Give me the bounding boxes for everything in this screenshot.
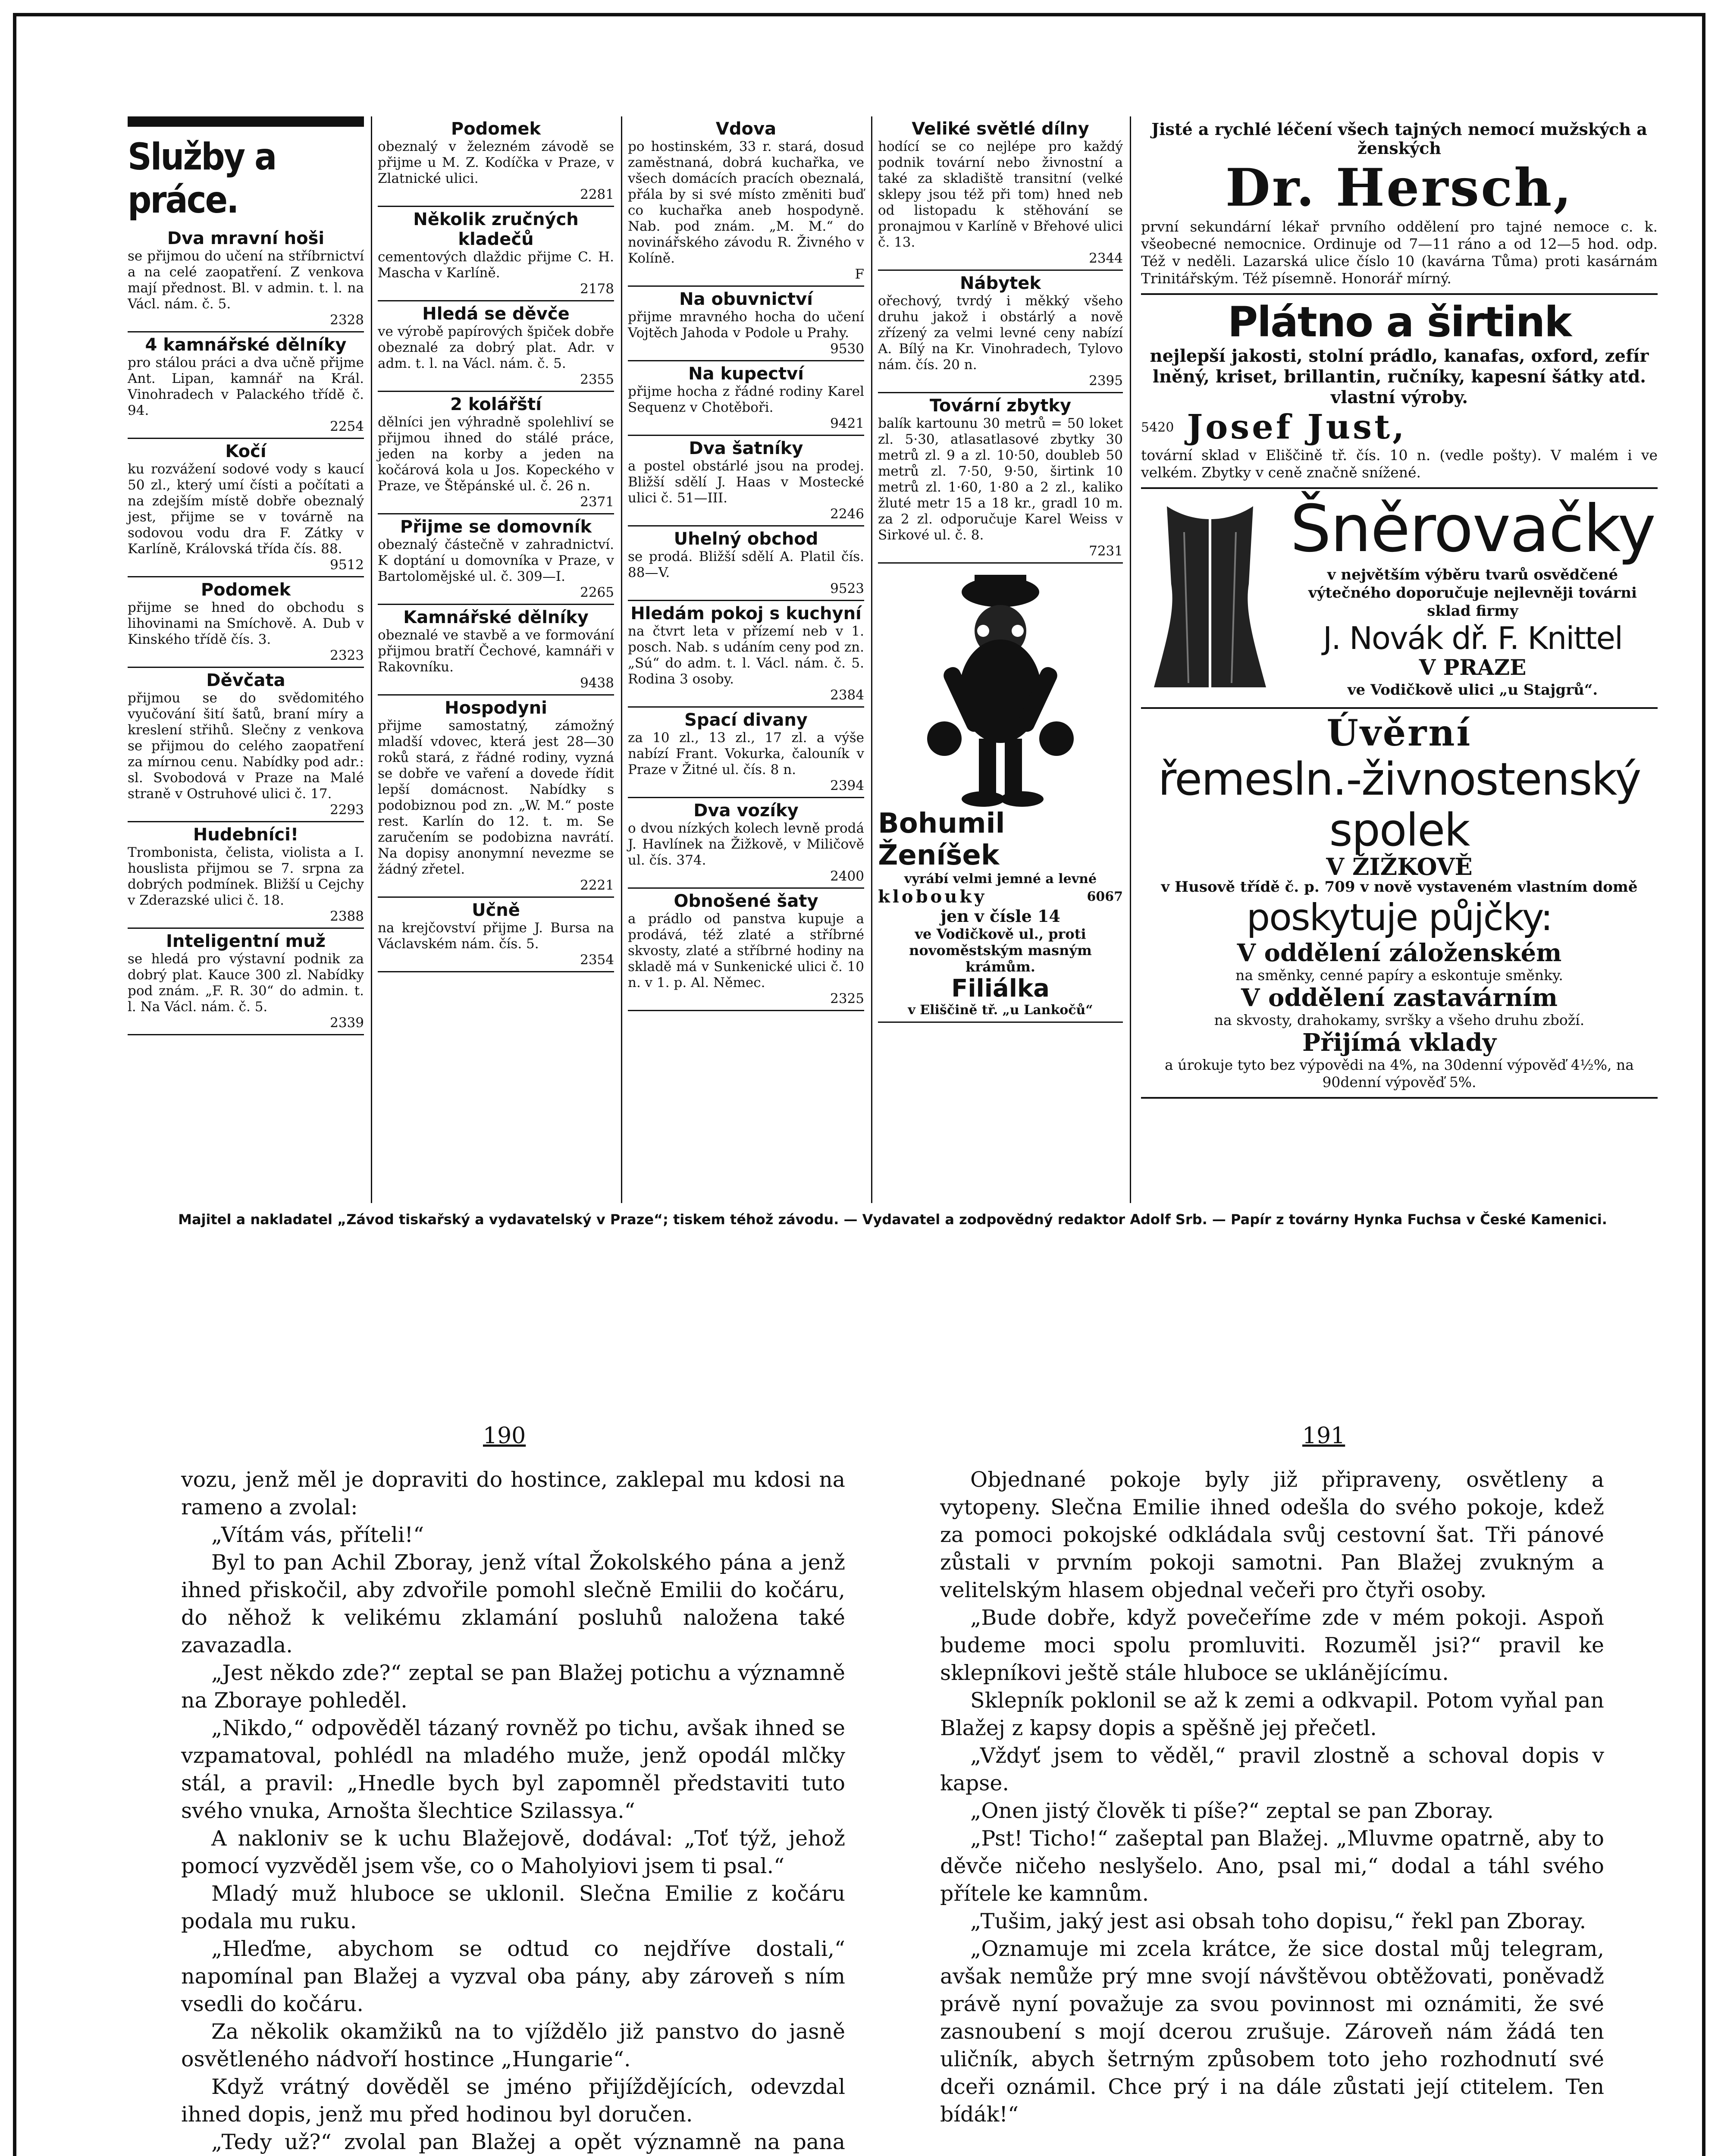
ad-title: Kamnářské dělníky — [403, 608, 589, 627]
ad-title: Hledám pokoj s kuchyní — [630, 604, 862, 624]
ad-title: 2 kolářští — [450, 395, 542, 414]
corset-city: V PRAZE — [1419, 655, 1527, 680]
classified-ad — [128, 332, 364, 439]
ad-text: se hledá pro výstavní podnik za dobrý plat. Kauce 300 zl. Nabídky pod znám. „F. R. 30“ do admin. t. l. Na Václ. nám. č. 5. — [128, 951, 364, 1015]
story-paragraph: „Hleďme, abychom se odtud co nejdříve dostali,“ napomínal pan Blažej a vyzval oba pány, aby zároveň s ním vsedli do kočáru. — [181, 1937, 845, 2016]
union-loans: poskytuje půjčky: — [1246, 896, 1552, 939]
ad-number: 2323 — [330, 648, 364, 663]
classified-ad — [628, 116, 864, 287]
story-paragraph: „Oznamuje mi zcela krátce, že sice dostal můj telegram, avšak nemůže prý mne svojí návštěvou obtěžovati, poněvadž právě nyní považuje za svou povinnost mi oznámiti, že své zasnoubení s mojí dcerou zrušuje. Zároveň nám žádá ten uličník, abych šetrným způsobem toto jeho rozhodnutí své dceři oznámil. Chce prý i na dále zůstati její ctitelem. Ten bídák!“ — [940, 1937, 1604, 2127]
ad-text: za 10 zl., 13 zl., 17 zl. a výše nabízí Frant. Vokurka, čalouník v Praze v Žitné ul. čís. 8 n. — [628, 730, 864, 777]
ad-title: Dva mravní hoši — [167, 229, 325, 248]
linen-text: nejlepší jakosti, stolní prádlo, kanafas, oxford, zefír lněný, kriset, brillantin, ručníky, kapesní šátky atd. vlastní výroby. — [1150, 346, 1649, 407]
classified-ad — [378, 301, 614, 392]
hat-illustration — [918, 566, 1082, 808]
column-divider — [621, 116, 622, 1203]
classified-ad — [378, 605, 614, 696]
story-paragraph: „Pst! Ticho!“ zašeptal pan Blažej. „Mluvme opatrně, aby to děvče ničeho neslyšelo. Ano, psal mi,“ dodal a táhl svého přítele ke kamnům. — [940, 1826, 1604, 1906]
column-divider — [1130, 116, 1131, 1203]
ad-title: Veliké světlé dílny — [912, 119, 1089, 139]
ad-number: 2265 — [580, 585, 614, 600]
story-paragraph: Mladý muž hluboce se uklonil. Slečna Emilie z kočáru podala mu ruku. — [181, 1881, 845, 1934]
hersch-text: první sekundární lékař prvního oddělení pro tajné nemoce c. k. všeobecné nemocnice. Ordinuje od 7—11 ráno a od 12—5 hod. odp. Též v neděli. Lazarská ulice číslo 10 (kavárna Tůma) proti kasárnám Trinitářským. Též písemně. Honorář mírný. — [1141, 218, 1658, 287]
ad-title: Na obuvnictví — [679, 289, 813, 309]
ad-title: 4 kamnářské dělníky — [145, 335, 347, 355]
linen-text-2: tovární sklad v Eliščině tř. čís. 10 n. (vedle pošty). V malém i ve velkém. Zbytky v ceně značně snížené. — [1141, 447, 1658, 481]
advertisement-section — [125, 116, 1660, 1203]
ad-title: Dva šatníky — [689, 439, 803, 458]
hat-line: v Eliščině tř. „u Lankočů“ — [908, 1003, 1093, 1018]
union-address: v Husově třídě č. p. 709 v nově vystaveném vlastním domě — [1161, 878, 1638, 896]
ad-title: Několik zručných kladečů — [413, 210, 579, 249]
ad-number: 9523 — [830, 581, 864, 596]
ad-title: Hudebníci! — [193, 825, 299, 845]
linen-title: Plátno a širtink — [1227, 298, 1571, 346]
ad-title: Vdova — [715, 119, 777, 139]
ad-title: Hledá se děvče — [422, 304, 570, 324]
hat-maker-ad — [878, 564, 1123, 1023]
column-divider — [871, 116, 872, 1203]
credit-union-ad — [1141, 709, 1658, 1099]
ad-number: 2371 — [580, 494, 614, 510]
classified-ad — [378, 116, 614, 207]
ad-number: 2328 — [330, 312, 364, 328]
ad-title: Učně — [472, 900, 520, 920]
hat-line: ve Vodičkově ul., proti — [915, 926, 1086, 942]
story-paragraph: Za několik okamžiků na to vjíždělo již panstvo do jasně osvětleného nádvoří hostince „Hungarie“. — [181, 2019, 845, 2071]
ad-text: ku rozvážení sodové vody s kaucí 50 zl., který umí čísti a počítati a na zdejším místě dobře obeznalý jest, přijme se v továrně na sodovou vodu dra F. Zátky v Karlíně, Královská třída čís. 88. — [128, 461, 364, 557]
ad-title: Přijme se domovník — [400, 517, 592, 537]
story-paragraph: A nakloniv se k uchu Blažejově, dodával: „Toť týž, jehož pomocí vyzvěděl jsem vše, co o Maholyiovi jsem ti psal.“ — [181, 1826, 845, 1878]
ad-number: 2281 — [580, 187, 614, 202]
story-paragraph: „Vždyť jsem to věděl,“ pravil zlostně a schoval dopis v kapse. — [940, 1743, 1604, 1796]
story-paragraph: „Jest někdo zde?“ zeptal se pan Blažej potichu a významně na Zboraye pohleděl. — [181, 1661, 845, 1713]
corset-ad — [1141, 489, 1658, 709]
ad-number: 9530 — [830, 341, 864, 357]
ad-title: Spací divany — [684, 710, 808, 730]
story-text-right — [940, 1466, 1604, 2128]
ad-text: obeznalý v železném závodě se přijme u M. Z. Kodíčka v Praze, v Zlatnické ulici. — [378, 139, 614, 186]
ad-title: Na kupectví — [688, 364, 804, 384]
ad-title: Kočí — [225, 442, 266, 461]
classified-ad — [628, 708, 864, 798]
ad-text: se přijmou do učení na stříbrnictví a na celé zaopatření. Z venkova mají přednost. Bl. v admin. t. l. na Václ. nám. č. 5. — [128, 248, 364, 312]
corset-title: Šněrovačky — [1290, 492, 1655, 567]
corset-illustration — [1141, 498, 1279, 696]
classified-ad — [378, 898, 614, 972]
ad-text: přijme samostatný, zámožný mladší vdovec, která jest 28—30 roků stará, z řádné rodiny, vyzná se dobře ve vaření a dovede řídit lepší domácnost. Nabídky s podobiznou pod zn. „W. M.“ poste rest. Karlín do 12. t. m. Se zaručením se podobizna navrátí. Na dopisy anonymní nevezme se žádný zřetel. — [378, 718, 614, 877]
ad-number: 5420 — [1141, 420, 1174, 435]
ad-title: Dva vozíky — [693, 801, 799, 821]
page-number-left: 190 — [483, 1423, 526, 1449]
hat-line: jen v čísle 14 — [940, 906, 1060, 926]
classified-ad — [628, 601, 864, 708]
union-section-text: na skvosty, drahokamy, svršky a všeho druhu zboží. — [1214, 1012, 1585, 1028]
ad-text: pro stálou práci a dva učně přijme Ant. Lipan, kamnář na Král. Vinohradech v Palackého třídě č. 94. — [128, 355, 364, 418]
classified-ad — [128, 822, 364, 929]
story-paragraph: „Tušim, jaký jest asi obsah toho dopisu,“ řekl pan Zboray. — [970, 1909, 1586, 1934]
ad-title: Podomek — [201, 580, 291, 600]
story-paragraph: „Tedy už?“ zvolal pan Blažej a opět významně na pana — [211, 2130, 845, 2154]
ad-number: 2394 — [830, 778, 864, 793]
classified-list — [378, 116, 614, 972]
story-paragraph: „Onen jistý člověk ti píše?“ zeptal se pan Zboray. — [970, 1799, 1494, 1823]
classified-ad — [378, 696, 614, 898]
story-paragraph: Sklepník poklonil se až k zemi a odkvapil. Potom vyňal pan Blažej z kapsy dopis a spěšně jej přečetl. — [940, 1688, 1604, 1740]
ad-text: balík kartounu 30 metrů = 50 loket zl. 5·30, atlasatlasové zbytky 30 metrů zl. 9 a zl. 10·50, doubleb 50 metrů zl. 7·50, 9·50, širtink 10 metrů zl. 1·60, 1·80 a 2 zl., kaliko žluté metr 15 a 18 kr., gradl 10 m. za 2 zl. odporučuje Karel Weiss v Sirkové ul. č. 8. — [878, 416, 1123, 543]
classified-ad — [628, 436, 864, 526]
ad-text: přijme mravného hocha do učení Vojtěch Jahoda v Podole u Prahy. — [628, 309, 864, 341]
ad-number: 2221 — [580, 877, 614, 893]
page-number-right: 191 — [1302, 1423, 1345, 1449]
union-section-text: a úrokuje tyto bez výpovědi na 4%, na 30denní výpověď 4½%, na 90denní výpověď 5%. — [1165, 1056, 1634, 1091]
classified-ad — [378, 207, 614, 301]
hat-maker-name: Bohumil Ženíšek — [878, 808, 1005, 871]
ad-text: ořechový, tvrdý i měkký všeho druhu jakož i obstárlý a nově zřízený za velmi levné ceny nabízí A. Bílý na Kr. Vinohradech, Tylovo nám. čís. 20 n. — [878, 293, 1123, 373]
hat-line: novoměstským masným krámům. — [909, 942, 1092, 975]
ad-text: obeznalé ve stavbě a ve formování přijmou bratří Čechové, kamnáři v Rakovníku. — [378, 627, 614, 675]
classified-ad — [628, 526, 864, 601]
ad-number: 7231 — [1089, 543, 1123, 559]
union-section: V oddělení zastavárním — [1241, 984, 1558, 1012]
ad-text: na čtvrt leta v přízemí neb v 1. posch. Nab. s udáním ceny pod zn. „Sú“ do adm. t. l. Václ. nám. č. 5. Rodina 3 osoby. — [628, 624, 864, 687]
ad-number: 2395 — [1089, 373, 1123, 389]
ad-column-1 — [125, 116, 367, 1203]
ad-number: 2355 — [580, 372, 614, 387]
ad-text: přijmou se do svědomitého vyučování šití šatů, braní míry a kreslení střihů. Slečny z venkova se přijmou do celého zaopatření za mírnou cenu. Nabídky pod adr.: sl. Svobodová v Praze na Malé straně v Ostruhové ulici č. 17. — [128, 690, 364, 802]
ad-number: 9512 — [330, 557, 364, 573]
ad-text: přijme se hned do obchodu s lihovinami na Smíchově. A. Dub v Kinského třídě čís. 3. — [128, 600, 364, 647]
ad-text: ve výrobě papírových špiček dobře obeznalé za dobrý plat. Adr. v adm. t. l. na Václ. nám. č. 5. — [378, 324, 614, 371]
ad-title: Tovární zbytky — [929, 396, 1072, 416]
story-paragraph: Objednané pokoje byly již připraveny, osvětleny a vytopeny. Slečna Emilie ihned odešla do svého pokoje, kdež za pomoci pokojské odkládala svůj cestovní šat. Tři pánové zůstali v prvním pokoji samotni. Pan Blažej zvukným a velitelským hlasem objednal večeři pro čtyři osoby. — [940, 1467, 1604, 1602]
classified-ad — [378, 392, 614, 514]
ad-text: cementových dlaždic přijme C. H. Mascha v Karlíně. — [378, 249, 614, 281]
linen-ad — [1141, 295, 1658, 489]
union-heading: Úvěrní — [1326, 711, 1472, 754]
ad-text: obeznalý částečně v zahradnictví. K doptání u domovníka v Praze, v Bartolomějské ul. č. 309—I. — [378, 537, 614, 584]
ad-number: 2354 — [580, 952, 614, 968]
corset-firm: J. Novák dř. F. Knittel — [1323, 620, 1622, 656]
classified-ad — [128, 929, 364, 1035]
ad-number: 6067 — [1087, 889, 1123, 904]
hat-line: klobouky — [878, 887, 987, 907]
union-title: řemesln.-živnostenský spolek — [1158, 753, 1641, 856]
hersch-ad — [1141, 116, 1658, 295]
story-paragraph: Když vrátný dověděl se jméno přijíždějících, odevzdal ihned dopis, jenž mu před hodinou byl doručen. — [181, 2075, 845, 2127]
ad-text: Trombonista, čelista, violista a I. houslista přijmou se 7. srpna za dobrých podmínek. Bližší u Cejchy v Zderazské ulici č. 18. — [128, 845, 364, 908]
ad-number: 2400 — [830, 868, 864, 884]
ad-number: 2384 — [830, 687, 864, 703]
top-rule — [128, 116, 364, 127]
ad-number: 2325 — [830, 991, 864, 1006]
story-paragraph: Byl to pan Achil Zboray, jenž vítal Žokolského pána a jenž ihned přiskočil, aby zdvořile pomohl slečně Emilii do kočáru, do něhož k velikému zklamání posluhů naložena také zavazadla. — [181, 1550, 845, 1658]
ad-title: Podomek — [451, 119, 541, 139]
hersch-name: Dr. Hersch, — [1225, 157, 1574, 218]
union-section: Přijímá vklady — [1302, 1028, 1497, 1057]
ad-number: 2339 — [330, 1015, 364, 1031]
ad-text: hodící se co nejlépe pro každý podnik tovární nebo živnostní a také za skladiště transitní (velké sklepy jsou též při tom) hned neb od listopadu k stěhování se pronajmou v Karlíně v Břehové ulici č. 13. — [878, 139, 1123, 250]
ad-column-3 — [625, 116, 867, 1203]
ad-text: a prádlo od panstva kupuje a prodává, též zlaté a stříbrné skvosty, zlaté a stříbrné hodiny na skladě má v Sunkenické ulici č. 10 n. v 1. p. Al. Němec. — [628, 911, 864, 990]
ad-text: se prodá. Bližší sdělí A. Platil čís. 88—V. — [628, 549, 864, 580]
hat-line: Filiálka — [951, 975, 1050, 1003]
ad-title: Děvčata — [206, 671, 285, 690]
classified-ad — [628, 287, 864, 361]
story-paragraph: „Bude dobře, když povečeříme zde v mém pokoji. Aspoň budeme moci spolu promluviti. Rozuměl jsi?“ pravil ke sklepníkovi ještě stále hluboce se uklánějícímu. — [940, 1605, 1604, 1685]
story-paragraph: vozu, jenž měl je dopraviti do hostince, zaklepal mu kdosi na rameno a zvolal: — [181, 1467, 845, 1520]
ad-title: Hospodyni — [445, 698, 547, 718]
classified-list — [878, 116, 1123, 564]
classified-list — [128, 226, 364, 1035]
classified-ad — [128, 226, 364, 332]
ad-title: Inteligentní muž — [166, 931, 326, 951]
classified-ad — [878, 271, 1123, 393]
classified-ad — [128, 577, 364, 668]
classified-ad — [878, 116, 1123, 271]
ad-number: 2178 — [580, 281, 614, 297]
union-city: V ŽIŽKOVĚ — [1326, 853, 1473, 881]
corset-text: v největším výběru tvarů osvědčené výtečného doporučuje nejlevněji továrni sklad firmy — [1308, 566, 1637, 620]
ad-number: 2254 — [330, 419, 364, 434]
ad-number: 2344 — [1089, 251, 1123, 266]
ad-column-5 — [1138, 116, 1660, 1203]
ad-title: Obnošené šaty — [674, 891, 818, 911]
ad-number: 9421 — [830, 416, 864, 431]
ad-number: 2388 — [330, 909, 364, 924]
classified-ad — [628, 798, 864, 889]
story-paragraph: „Vítám vás, příteli!“ — [211, 1523, 424, 1547]
ad-text: o dvou nízkých kolech levně prodá J. Havlínek na Žižkově, v Miličově ul. čís. 374. — [628, 821, 864, 868]
ad-number: 2246 — [830, 506, 864, 522]
classified-ad — [128, 439, 364, 577]
classified-ad — [628, 889, 864, 1011]
union-section: V oddělení záloženském — [1237, 939, 1562, 967]
hat-line: vyrábí velmi jemné a levné — [904, 871, 1097, 887]
ad-number: F — [855, 266, 864, 282]
classified-ad — [878, 393, 1123, 564]
ad-text: po hostinském, 33 r. stará, dosud zaměstnaná, dobrá kuchařka, ve všech domácích pracích obeznalá, přála by si své místo změniti buď co kuchařka aneb hospodyně. Nab. pod znám. „M. M.“ do novinářského závodu R. Živného v Kolíně. — [628, 139, 864, 266]
classified-ad — [628, 361, 864, 436]
story-text-left — [181, 1466, 845, 2156]
column-divider — [371, 116, 372, 1203]
ad-text: a postel obstárlé jsou na prodej. Bližší sdělí J. Haas v Mostecké ulici č. 51—III. — [628, 458, 864, 506]
classified-ad — [378, 514, 614, 605]
ad-text: přijme hocha z řádné rodiny Karel Sequenz v Chotěboři. — [628, 384, 864, 415]
story-paragraph: „Nikdo,“ odpověděl tázaný rovněž po tichu, avšak ihned se vzpamatoval, pohlédl na mladého muže, jenž opodál mlčky stál, a pravil: „Hnedle bych byl zapomněl představiti tuto svého vnuka, Arnošta šlechtice Szilassya.“ — [181, 1716, 845, 1823]
ad-number: 9438 — [580, 675, 614, 691]
publisher-footer: Majitel a nakladatel „Závod tiskařský a vydavatelský v Praze“; tiskem téhož závodu. — Vydavatel a zodpovědný redaktor Adolf Srb. — Papír z továrny Hynka Fuchsa v České Kamenici. — [178, 1211, 1607, 1228]
linen-firm: Josef Just, — [1187, 407, 1407, 447]
ad-text: na krejčovství přijme J. Bursa na Václavském nám. čís. 5. — [378, 920, 614, 952]
ad-title: Uhelný obchod — [674, 529, 818, 549]
classified-list — [628, 116, 864, 1011]
ad-number: 2293 — [330, 802, 364, 818]
corset-address: ve Vodičkově ulici „u Stajgrů“. — [1347, 681, 1598, 699]
ad-title: Nábytek — [959, 273, 1041, 293]
union-section-text: na směnky, cenné papíry a eskontuje směnky. — [1235, 967, 1563, 984]
section-title: Služby a práce. — [128, 135, 276, 222]
ad-column-2 — [375, 116, 617, 1203]
classified-ad — [128, 668, 364, 822]
hersch-heading: Jisté a rychlé léčení všech tajných nemocí mužských a ženských — [1151, 119, 1647, 158]
ad-text: dělníci jen výhradně spolehliví se přijmou ihned do stálé práce, jeden na korby a jeden na kočárová kola u Jos. Kopeckého v Praze, ve Štěpánské ul. č. 26 n. — [378, 414, 614, 494]
ad-column-4 — [875, 116, 1125, 1203]
